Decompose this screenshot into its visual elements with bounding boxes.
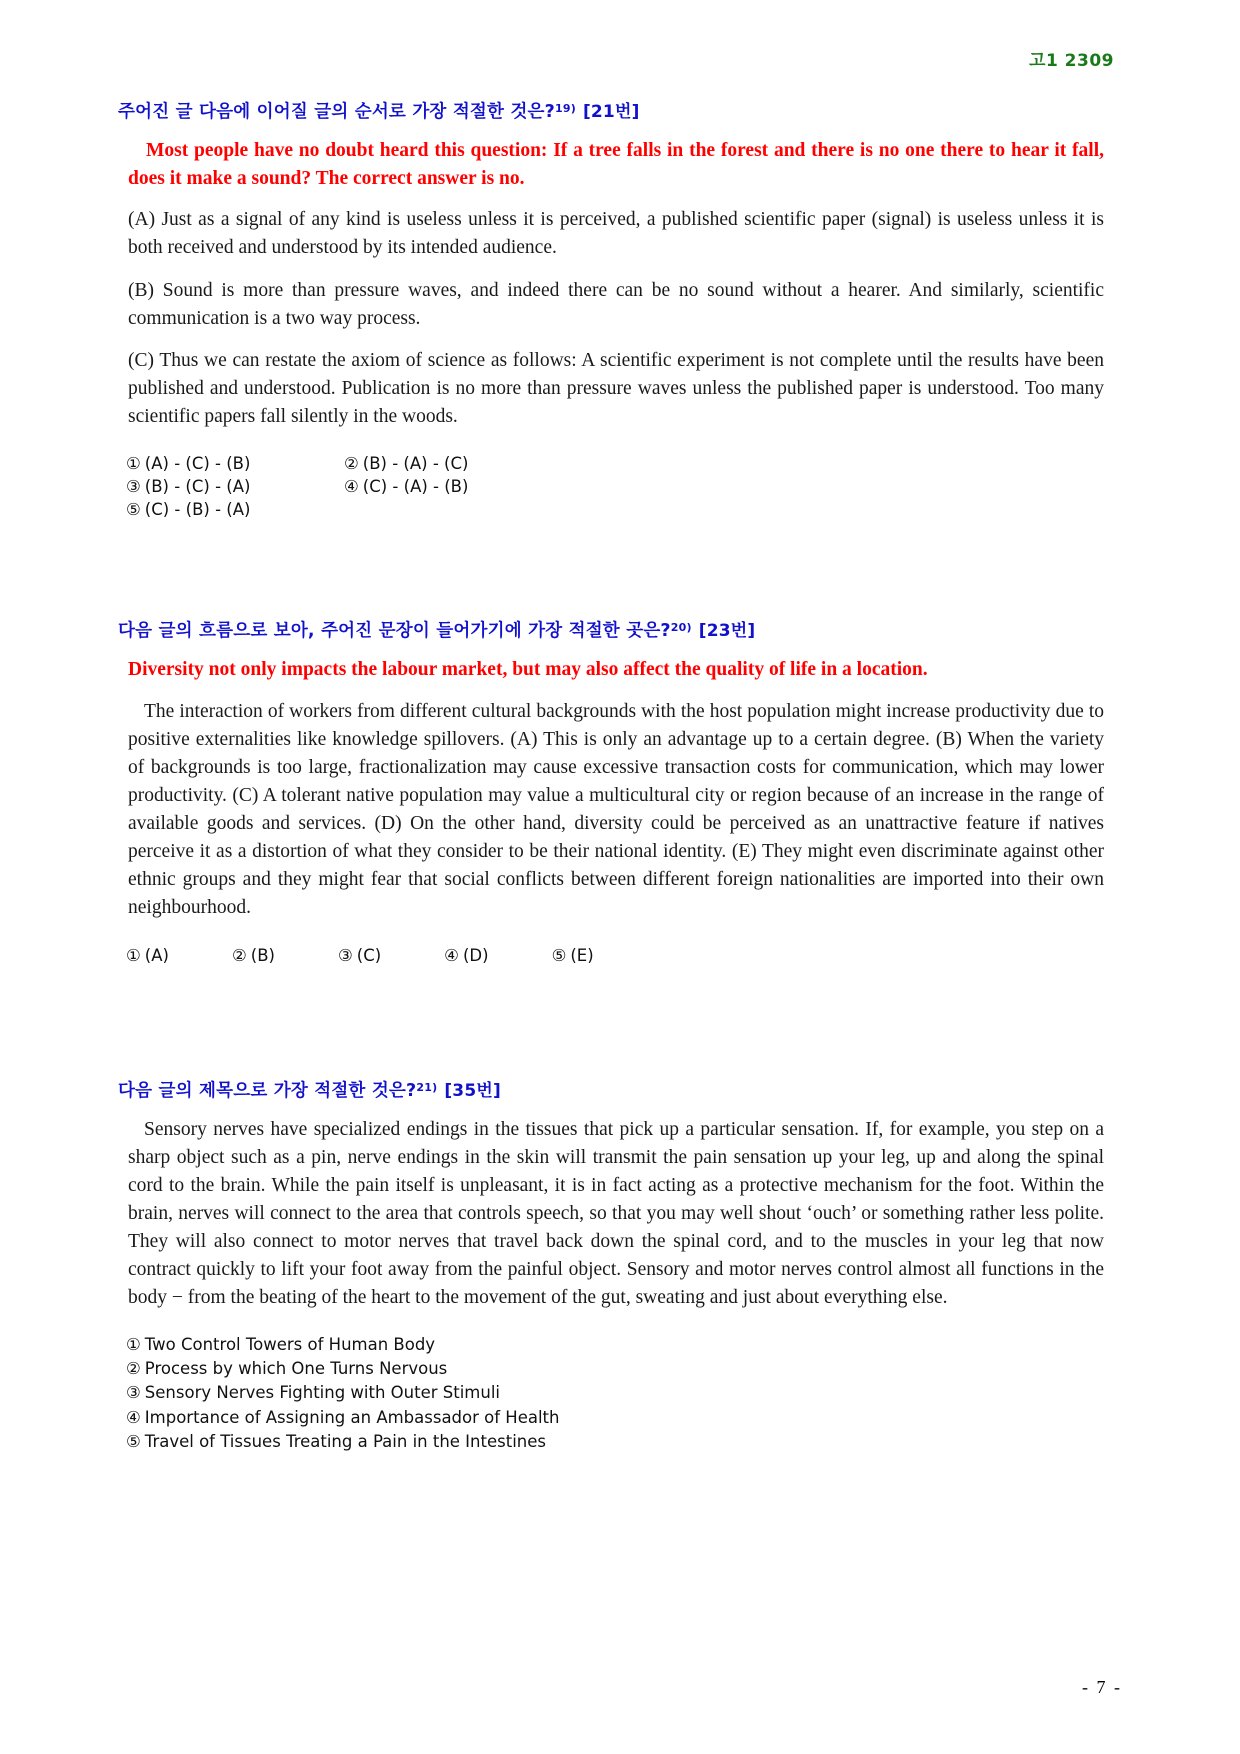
- question-number-2: [23번]: [698, 621, 756, 642]
- passage-1-paragraph-c: (C) Thus we can restate the axiom of science as follows: A scientific experiment is not complete until the results have been published and understood. Publication is no more than pressure waves unless the published paper is understood. Too many scientific papers fall silently in the woods.: [128, 349, 1104, 427]
- choice-option[interactable]: [126, 453, 344, 474]
- choice-label: (A): [144, 945, 169, 965]
- choice-label: (C) - (B) - (A): [144, 500, 251, 520]
- choice-option[interactable]: [126, 1382, 1122, 1403]
- choice-option[interactable]: [232, 945, 275, 966]
- question-title-3: [118, 1076, 1122, 1102]
- question-block-2: [118, 616, 1122, 965]
- choice-number: ③: [126, 477, 141, 497]
- choice-option[interactable]: [126, 1407, 1122, 1428]
- question-title-1-text: 주어진 글 다음에 이어질 글의 순서로 가장 적절한 것은?: [118, 102, 555, 122]
- choice-number: ②: [344, 453, 359, 473]
- choice-label: (C): [356, 945, 382, 965]
- choice-label: Sensory Nerves Fighting with Outer Stimuli: [144, 1383, 501, 1403]
- question-block-3: [118, 1076, 1122, 1452]
- document-header-label: 고1 2309: [1029, 51, 1114, 71]
- choices-question-2: [126, 945, 1122, 966]
- given-sentence-2: Diversity not only impacts the labour market, but may also affect the quality of life in a location.: [128, 659, 928, 681]
- choice-option[interactable]: [126, 1358, 1122, 1379]
- choice-label: Travel of Tissues Treating a Pain in the Intestines: [144, 1431, 546, 1451]
- choice-number: ①: [126, 945, 141, 965]
- choice-option[interactable]: [552, 945, 594, 966]
- question-title-1: [118, 97, 1122, 123]
- question-block-1: [118, 97, 1122, 520]
- choice-number: ⑤: [551, 945, 567, 965]
- block-spacer: [118, 966, 1122, 1076]
- choice-option[interactable]: [344, 476, 562, 497]
- choice-label: (B) - (A) - (C): [362, 453, 469, 473]
- choices-question-3: [126, 1334, 1122, 1452]
- choice-number: ①: [126, 1335, 141, 1355]
- choice-number: ⑤: [126, 1431, 141, 1451]
- choice-number: ⑤: [126, 500, 141, 520]
- choice-option[interactable]: [126, 499, 344, 520]
- choice-label: Importance of Assigning an Ambassador of Health: [144, 1407, 560, 1427]
- passage-1-paragraph-a: (A) Just as a signal of any kind is useless unless it is perceived, a published scientific paper (signal) is useless unless it is both received and understood by its intended audience.: [128, 209, 1104, 259]
- choice-option[interactable]: [126, 476, 344, 497]
- choice-label: (A) - (C) - (B): [144, 453, 251, 473]
- choice-option[interactable]: [338, 945, 381, 966]
- passage-3-body: Sensory nerves have specialized endings in the tissues that pick up a particular sensation. If, for example, you step on a sharp object such as a pin, nerve endings in the skin will transmit the pain sensation up your leg, up and along the spinal cord to the brain. While the pain itself is unpleasant, it is in fact acting as a protective mechanism for the foot. Within the brain, nerves will connect to the area that controls speech, so that you may well shout ‘ouch’ or something rather less polite. They will also connect to motor nerves that travel back down the spinal cord, and to the muscles in your leg that now contract quickly to lift your foot away from the painful object. Sensory and motor nerves control almost all functions in the body − from the beating of the heart to the movement of the gut, sweating and just about everything else.: [128, 1118, 1104, 1309]
- choice-number: ②: [231, 945, 247, 965]
- choice-label: (D): [462, 945, 489, 965]
- question-number-3: [35번]: [444, 1080, 501, 1101]
- given-sentence-1: Most people have no doubt heard this question: If a tree falls in the forest and there is no one there to hear it fall, does it make a sound? The correct answer is no.: [128, 140, 1104, 189]
- choice-number: ②: [126, 1359, 141, 1379]
- choice-number: ③: [126, 1383, 141, 1403]
- page-number: - 7 -: [1082, 1677, 1122, 1697]
- choice-label: (C) - (A) - (B): [362, 477, 469, 497]
- choice-option[interactable]: [126, 1431, 1122, 1452]
- choice-number: ④: [126, 1407, 141, 1427]
- question-title-1-footnote: 19): [555, 102, 576, 115]
- passage-2-body: The interaction of workers from different cultural backgrounds with the host population might increase productivity due to positive externalities like knowledge spillovers. (A) This is only an advantage up to a certain degree. (B) When the variety of backgrounds is too large, fractionalization may cause excessive transaction costs for communication, which may lower productivity. (C) A tolerant native population may value a multicultural city or region because of an increase in the range of available goods and services. (D) On the other hand, diversity could be perceived as an unattractive feature if natives perceive it as a distortion of what they consider to be their national identity. (E) They might even discriminate against other ethnic groups and they might fear that social conflicts between different foreign nationalities are imported into their own neighbourhood.: [128, 700, 1104, 919]
- question-title-2-footnote: 20): [670, 621, 692, 635]
- choice-number: ③: [337, 945, 353, 965]
- choice-option[interactable]: [126, 945, 169, 966]
- choice-label: Process by which One Turns Nervous: [144, 1359, 448, 1379]
- choice-label: Two Control Towers of Human Body: [144, 1335, 436, 1355]
- choice-option[interactable]: [344, 453, 562, 474]
- choice-label: (E): [570, 945, 594, 965]
- choice-label: (B): [250, 945, 275, 965]
- question-title-3-footnote: 21): [416, 1080, 438, 1094]
- question-title-2-text: 다음 글의 흐름으로 보아, 주어진 문장이 들어가기에 가장 적절한 곳은?: [118, 621, 671, 642]
- question-number-1: [21번]: [582, 102, 640, 122]
- choice-option[interactable]: [444, 945, 488, 966]
- choice-number: ④: [344, 477, 359, 497]
- choice-label: (B) - (C) - (A): [144, 477, 251, 497]
- choice-number: ①: [126, 453, 141, 473]
- block-spacer: [118, 520, 1122, 616]
- question-title-2: [118, 616, 1122, 642]
- choice-option[interactable]: [126, 1334, 1122, 1355]
- question-title-3-text: 다음 글의 제목으로 가장 적절한 것은?: [118, 1080, 417, 1101]
- choice-number: ④: [444, 945, 459, 965]
- choices-question-1: [126, 453, 1122, 520]
- passage-1-paragraph-b: (B) Sound is more than pressure waves, and indeed there can be no sound without a hearer. And similarly, scientific communication is a two way process.: [128, 279, 1104, 329]
